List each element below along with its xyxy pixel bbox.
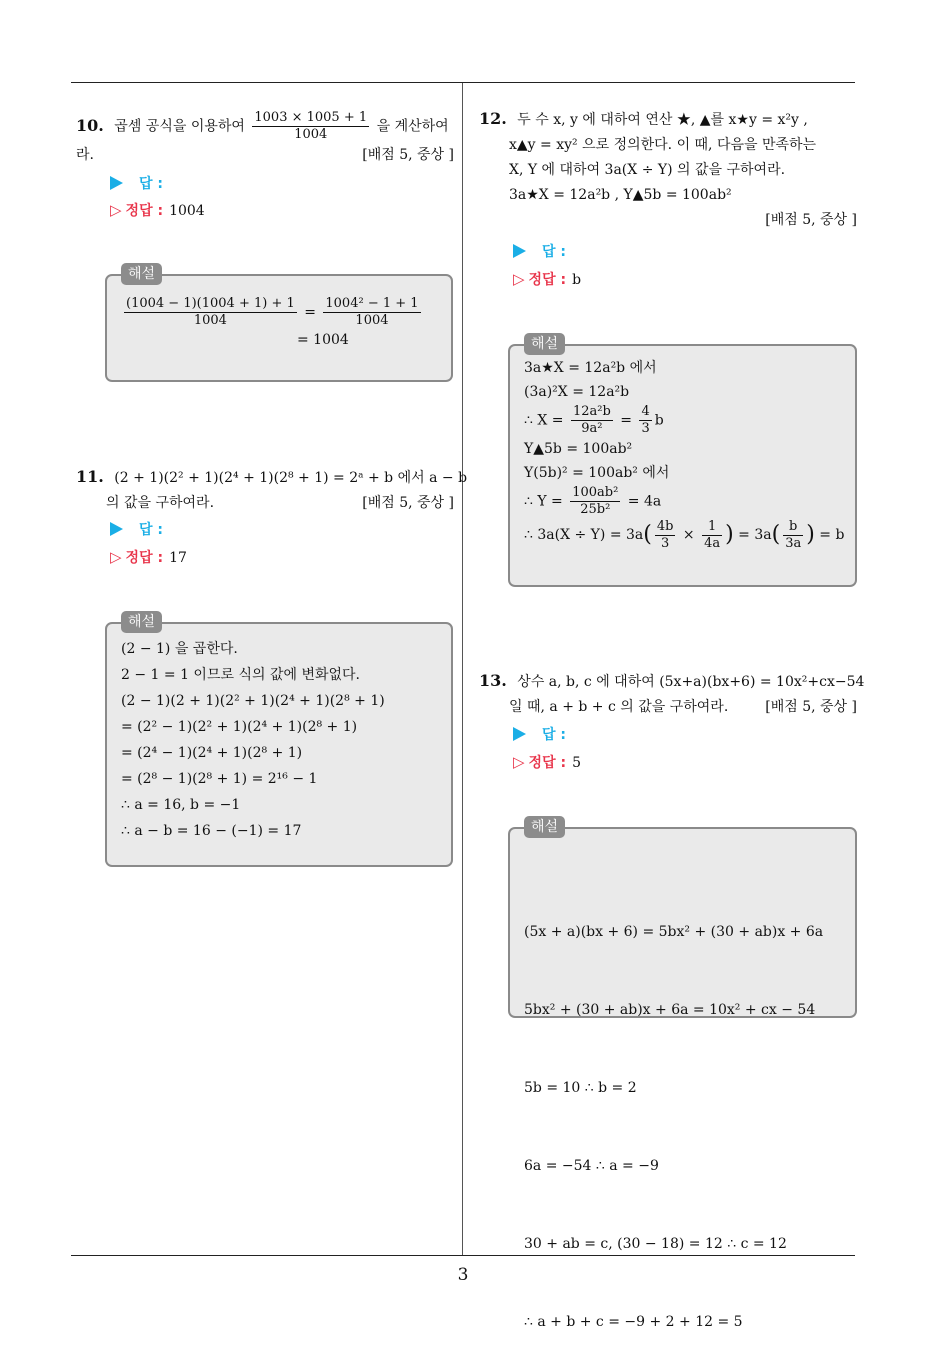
fraction: $\frac{1003 \times 1005 + 1}{1004}$ bbox=[254, 110, 368, 142]
correct-answer: ▷ 정답 : b bbox=[513, 270, 582, 288]
solution-tag: 해설 bbox=[524, 333, 565, 355]
problem-13: 13. 상수 a, b, c 에 대하여 (5x+a)(bx+6) = 10x²+cx−54 일 때, a + b + c 의 값을 구하여라. [배점 5, 중상 ] bbox=[479, 668, 857, 720]
answer-field[interactable]: 답 : bbox=[513, 725, 566, 745]
score-label: [배점 5, 중상 ] bbox=[765, 212, 857, 228]
problem-10-line1: 10. 곱셈 공식을 이용하여 $\frac{1003 \times 1005 + 1}{1004}$ 을 계산하여 bbox=[76, 110, 449, 142]
solution-box: 해설 (5x + a)(bx + 6) = 5bx² + (30 + ab)x + 6a 5bx² + (30 + ab)x + 6a = 10x² + cx − 54 5b = 10 ∴ b = 2 6a = −54 ∴ a = −9 30 + ab = c, (30 − 18) = 12 ∴ c = 12 ∴ a + b + c = −9 + 2 + 12 = 5 bbox=[508, 827, 857, 1018]
play-icon bbox=[513, 727, 526, 741]
play-icon bbox=[513, 244, 526, 258]
solution-box: 해설 $\frac{(1004 - 1)(1004 + 1) + 1}{1004}$ = $\frac{\text{1004² − 1 + 1}}{1004}$ = 1004 bbox=[105, 274, 453, 382]
solution-tag: 해설 bbox=[121, 263, 162, 285]
problem-11 bbox=[76, 464, 468, 516]
problem-10 bbox=[76, 110, 454, 168]
play-icon bbox=[110, 522, 123, 536]
problem-11-line2: 의 값을 구하여라. [배점 5, 중상 ] bbox=[76, 491, 454, 516]
triangle-outline-icon: ▷ bbox=[110, 201, 122, 219]
triangle-outline-icon: ▷ bbox=[110, 548, 122, 566]
play-icon bbox=[110, 176, 123, 190]
problem-12: 12. 두 수 x, y 에 대하여 연산 ★, ▲를 x★y = x²y , x▲y = xy² 으로 정의한다. 이 때, 다음을 만족하는 X, Y 에 대하여 3a(X ÷ Y) 의 값을 구하여라. 3a★X = 12a²b , Y▲5b = 100ab² [배점 5, 중상 ] bbox=[479, 109, 857, 228]
triangle-outline-icon: ▷ bbox=[513, 270, 525, 288]
solution-box: 해설 3a★X = 12a²b 에서 (3a)²X = 12a²b ∴ X = $\frac{\text{12a²b}}{\text{9a²}}$ = $\frac{4}{3}$ b Y▲5b = 100ab² Y(5b)² = 100ab² 에서 ∴ Y = $\frac{\text{100ab²}}{\text{25b²}}$ = 4a ∴ 3a(X ÷ Y) = 3a( $\frac{4b}{3}$ × $\frac{1}{4a}$ ) = 3a( $\frac{b}{3a}$ ) = b bbox=[508, 344, 857, 587]
answer-field[interactable]: 답 : bbox=[513, 242, 566, 262]
solution-tag: 해설 bbox=[524, 816, 565, 838]
score-label: [배점 5, 중상 ] bbox=[362, 147, 454, 163]
correct-answer: ▷ 정답 : 5 bbox=[513, 753, 581, 771]
column-divider bbox=[462, 83, 463, 1255]
score-label: [배점 5, 중상 ] bbox=[765, 699, 857, 715]
problem-number: 13. bbox=[479, 671, 507, 690]
answer-field[interactable]: 답 : bbox=[110, 520, 163, 540]
score-label: [배점 5, 중상 ] bbox=[362, 495, 454, 511]
answer-field[interactable]: 답 : bbox=[110, 174, 163, 194]
correct-answer: ▷ 정답 : 17 bbox=[110, 548, 187, 566]
problem-number: 11. bbox=[76, 467, 104, 486]
problem-11-line1: 11. (2 + 1)(2² + 1)(2⁴ + 1)(2⁸ + 1) = 2ᵃ + b 에서 a − b bbox=[76, 467, 468, 486]
problem-number: 12. bbox=[479, 109, 507, 128]
correct-answer: ▷ 정답 : 1004 bbox=[110, 201, 205, 219]
page-number: 3 bbox=[457, 1265, 469, 1285]
top-rule bbox=[71, 82, 855, 83]
problem-10-line2: 라. [배점 5, 중상 ] bbox=[76, 143, 454, 168]
solution-tag: 해설 bbox=[121, 611, 162, 633]
problem-number: 10. bbox=[76, 115, 104, 135]
solution-box: 해설 (2 − 1) 을 곱한다. 2 − 1 = 1 이므로 식의 값에 변화없다. (2 − 1)(2 + 1)(2² + 1)(2⁴ + 1)(2⁸ + 1) = (2² − 1)(2² + 1)(2⁴ + 1)(2⁸ + 1) = (2⁴ − 1)(2⁴ + 1)(2⁸ + 1) = (2⁸ − 1)(2⁸ + 1) = 2¹⁶ − 1 ∴ a = 16, b = −1 ∴ a − b = 16 − (−1) = 17 bbox=[105, 622, 453, 867]
triangle-outline-icon: ▷ bbox=[513, 753, 525, 771]
